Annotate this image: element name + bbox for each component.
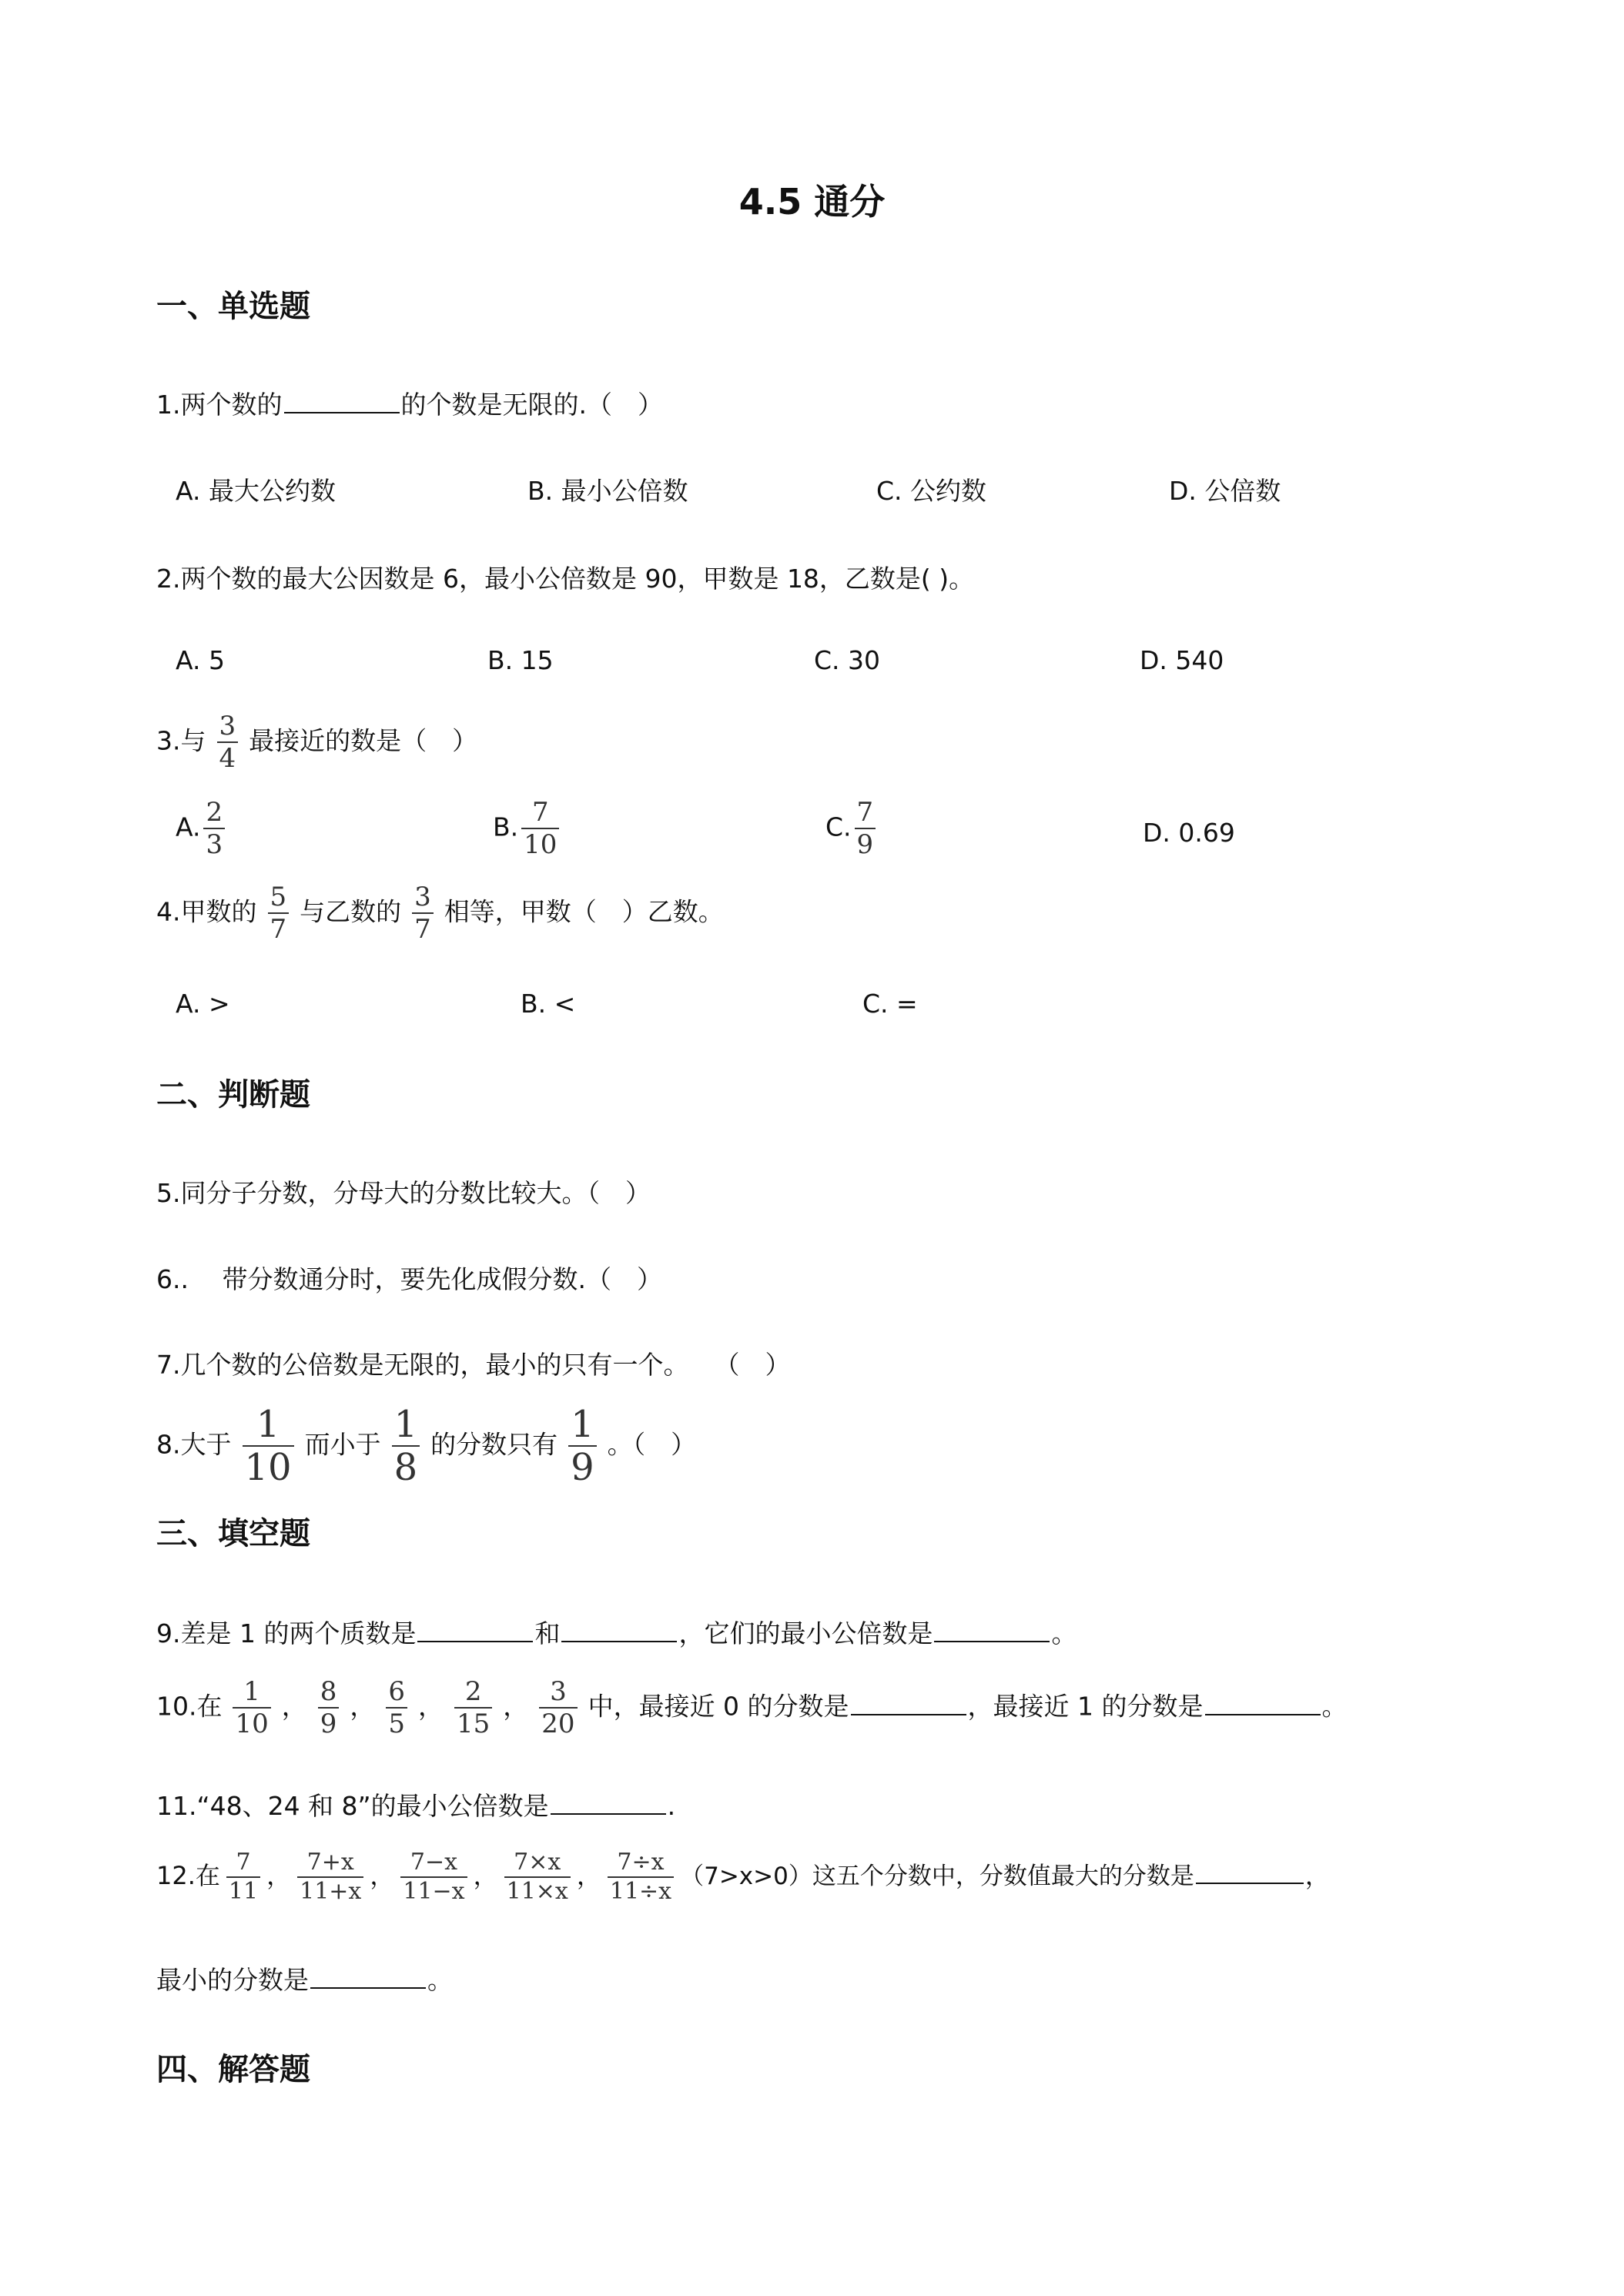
fraction: $\frac{7}{9}$ [855, 799, 876, 858]
question-2: 2.两个数的最大公因数是 6，最小公倍数是 90，甲数是 18，乙数是( )。 [156, 564, 975, 594]
q1-option-a[interactable]: A. 最大公约数 [176, 476, 336, 506]
q2-option-d[interactable]: D. 540 [1140, 645, 1224, 675]
fraction: $\frac{2}{15}$ [454, 1678, 492, 1737]
answer-blank[interactable] [417, 1616, 533, 1642]
fraction: $\frac{7}{11}$ [226, 1851, 260, 1903]
answer-blank[interactable] [284, 387, 400, 413]
answer-blank[interactable] [934, 1616, 1050, 1642]
fraction: $\frac{8}{9}$ [318, 1678, 340, 1737]
fraction: $\frac{6}{5}$ [386, 1678, 407, 1737]
fraction: $\frac{2}{3}$ [203, 799, 225, 858]
fraction: $\frac{3}{7}$ [412, 884, 434, 942]
answer-blank[interactable] [1196, 1858, 1304, 1884]
question-4: 4.甲数的 $\frac{5}{7}$ 与乙数的 $\frac{3}{7}$ 相等，甲数（ ）乙数。 [156, 882, 724, 945]
fraction: $\frac{7\times x}{11\times x}$ [504, 1851, 571, 1903]
q1-option-b[interactable]: B. 最小公倍数 [527, 476, 688, 506]
fraction: $\frac{5}{7}$ [268, 884, 290, 942]
section-heading-fill-blank: 三、填空题 [156, 1516, 310, 1551]
fraction: $\frac{3}{4}$ [217, 713, 239, 771]
fraction: $\frac{7}{10}$ [521, 799, 559, 858]
question-3-pre: 3.与 [156, 725, 206, 756]
question-1-post: 的个数是无限的.（ ） [400, 390, 663, 420]
question-1 [156, 385, 663, 421]
question-7: 7.几个数的公倍数是无限的，最小的只有一个。 （ ） [156, 1350, 791, 1380]
q4-option-c[interactable]: C. = [862, 989, 918, 1019]
fraction: $\frac{7-x}{11-x}$ [400, 1851, 467, 1903]
fraction: $\frac{7+x}{11+x}$ [297, 1851, 363, 1903]
question-12: 12.在 $\frac{7}{11}$ ， $\frac{7+x}{11+x}$ ， $\frac{7-x}{11-x}$ ， $\frac{7\times x}{11\times x}$ ， $\frac{7\div x}{11\div x}$ （7>x>0）这五个分数中，分数值最大的分数是 ， [156, 1849, 1330, 1905]
fraction: $\frac{1}{9}$ [568, 1406, 597, 1486]
answer-blank[interactable] [561, 1616, 677, 1642]
fraction: $\frac{7\div x}{11\div x}$ [608, 1851, 674, 1903]
question-9: 9.差是 1 的两个质数是 和 ，它们的最小公倍数是 。 [156, 1614, 1077, 1650]
q3-option-b[interactable]: B. $\frac{7}{10}$ [493, 799, 570, 858]
page-title: 4.5 通分 [738, 181, 886, 223]
answer-blank[interactable] [310, 1963, 426, 1989]
fraction: $\frac{1}{8}$ [392, 1406, 420, 1486]
q2-option-c[interactable]: C. 30 [814, 645, 881, 675]
q1-option-d[interactable]: D. 公倍数 [1169, 476, 1281, 506]
q3-option-c[interactable]: C. $\frac{7}{9}$ [825, 799, 886, 858]
q2-option-a[interactable]: A. 5 [176, 645, 225, 675]
section-heading-single-choice: 一、单选题 [156, 289, 310, 324]
q2-option-b[interactable]: B. 15 [487, 645, 554, 675]
question-6: 6.. 带分数通分时，要先化成假分数.（ ） [156, 1264, 662, 1294]
question-3 [156, 711, 478, 774]
fraction: $\frac{3}{20}$ [539, 1678, 577, 1737]
question-5: 5.同分子分数，分母大的分数比较大。（ ） [156, 1178, 651, 1208]
q4-option-b[interactable]: B. < [521, 989, 576, 1019]
answer-blank[interactable] [551, 1789, 666, 1815]
answer-blank[interactable] [1205, 1689, 1321, 1715]
question-8: 8.大于 $\frac{1}{10}$ 而小于 $\frac{1}{8}$ 的分数只有 $\frac{1}{9}$ 。（ ） [156, 1403, 697, 1489]
q3-option-a[interactable]: A. $\frac{2}{3}$ [176, 799, 236, 858]
q4-option-a[interactable]: A. > [176, 989, 230, 1019]
q3-option-d[interactable]: D. 0.69 [1143, 818, 1235, 848]
fraction: $\frac{1}{10}$ [243, 1406, 294, 1486]
q1-option-c[interactable]: C. 公约数 [876, 476, 987, 506]
question-12-line-2: 最小的分数是 。 [156, 1960, 453, 1996]
question-3-post: 最接近的数是（ ） [249, 725, 478, 756]
fraction: $\frac{1}{10}$ [233, 1678, 270, 1737]
question-11: 11.“48、24 和 8”的最小公倍数是 . [156, 1786, 675, 1822]
question-1-pre: 1.两个数的 [156, 390, 283, 420]
section-heading-true-false: 二、判断题 [156, 1077, 310, 1113]
section-heading-solve: 四、解答题 [156, 2052, 310, 2087]
question-10: 10.在 $\frac{1}{10}$ ， $\frac{8}{9}$ ， $\frac{6}{5}$ ， $\frac{2}{15}$ ， $\frac{3}{20}$ 中，最接近 0 的分数是 ，最接近 1 的分数是 。 [156, 1676, 1348, 1739]
answer-blank[interactable] [851, 1689, 966, 1715]
